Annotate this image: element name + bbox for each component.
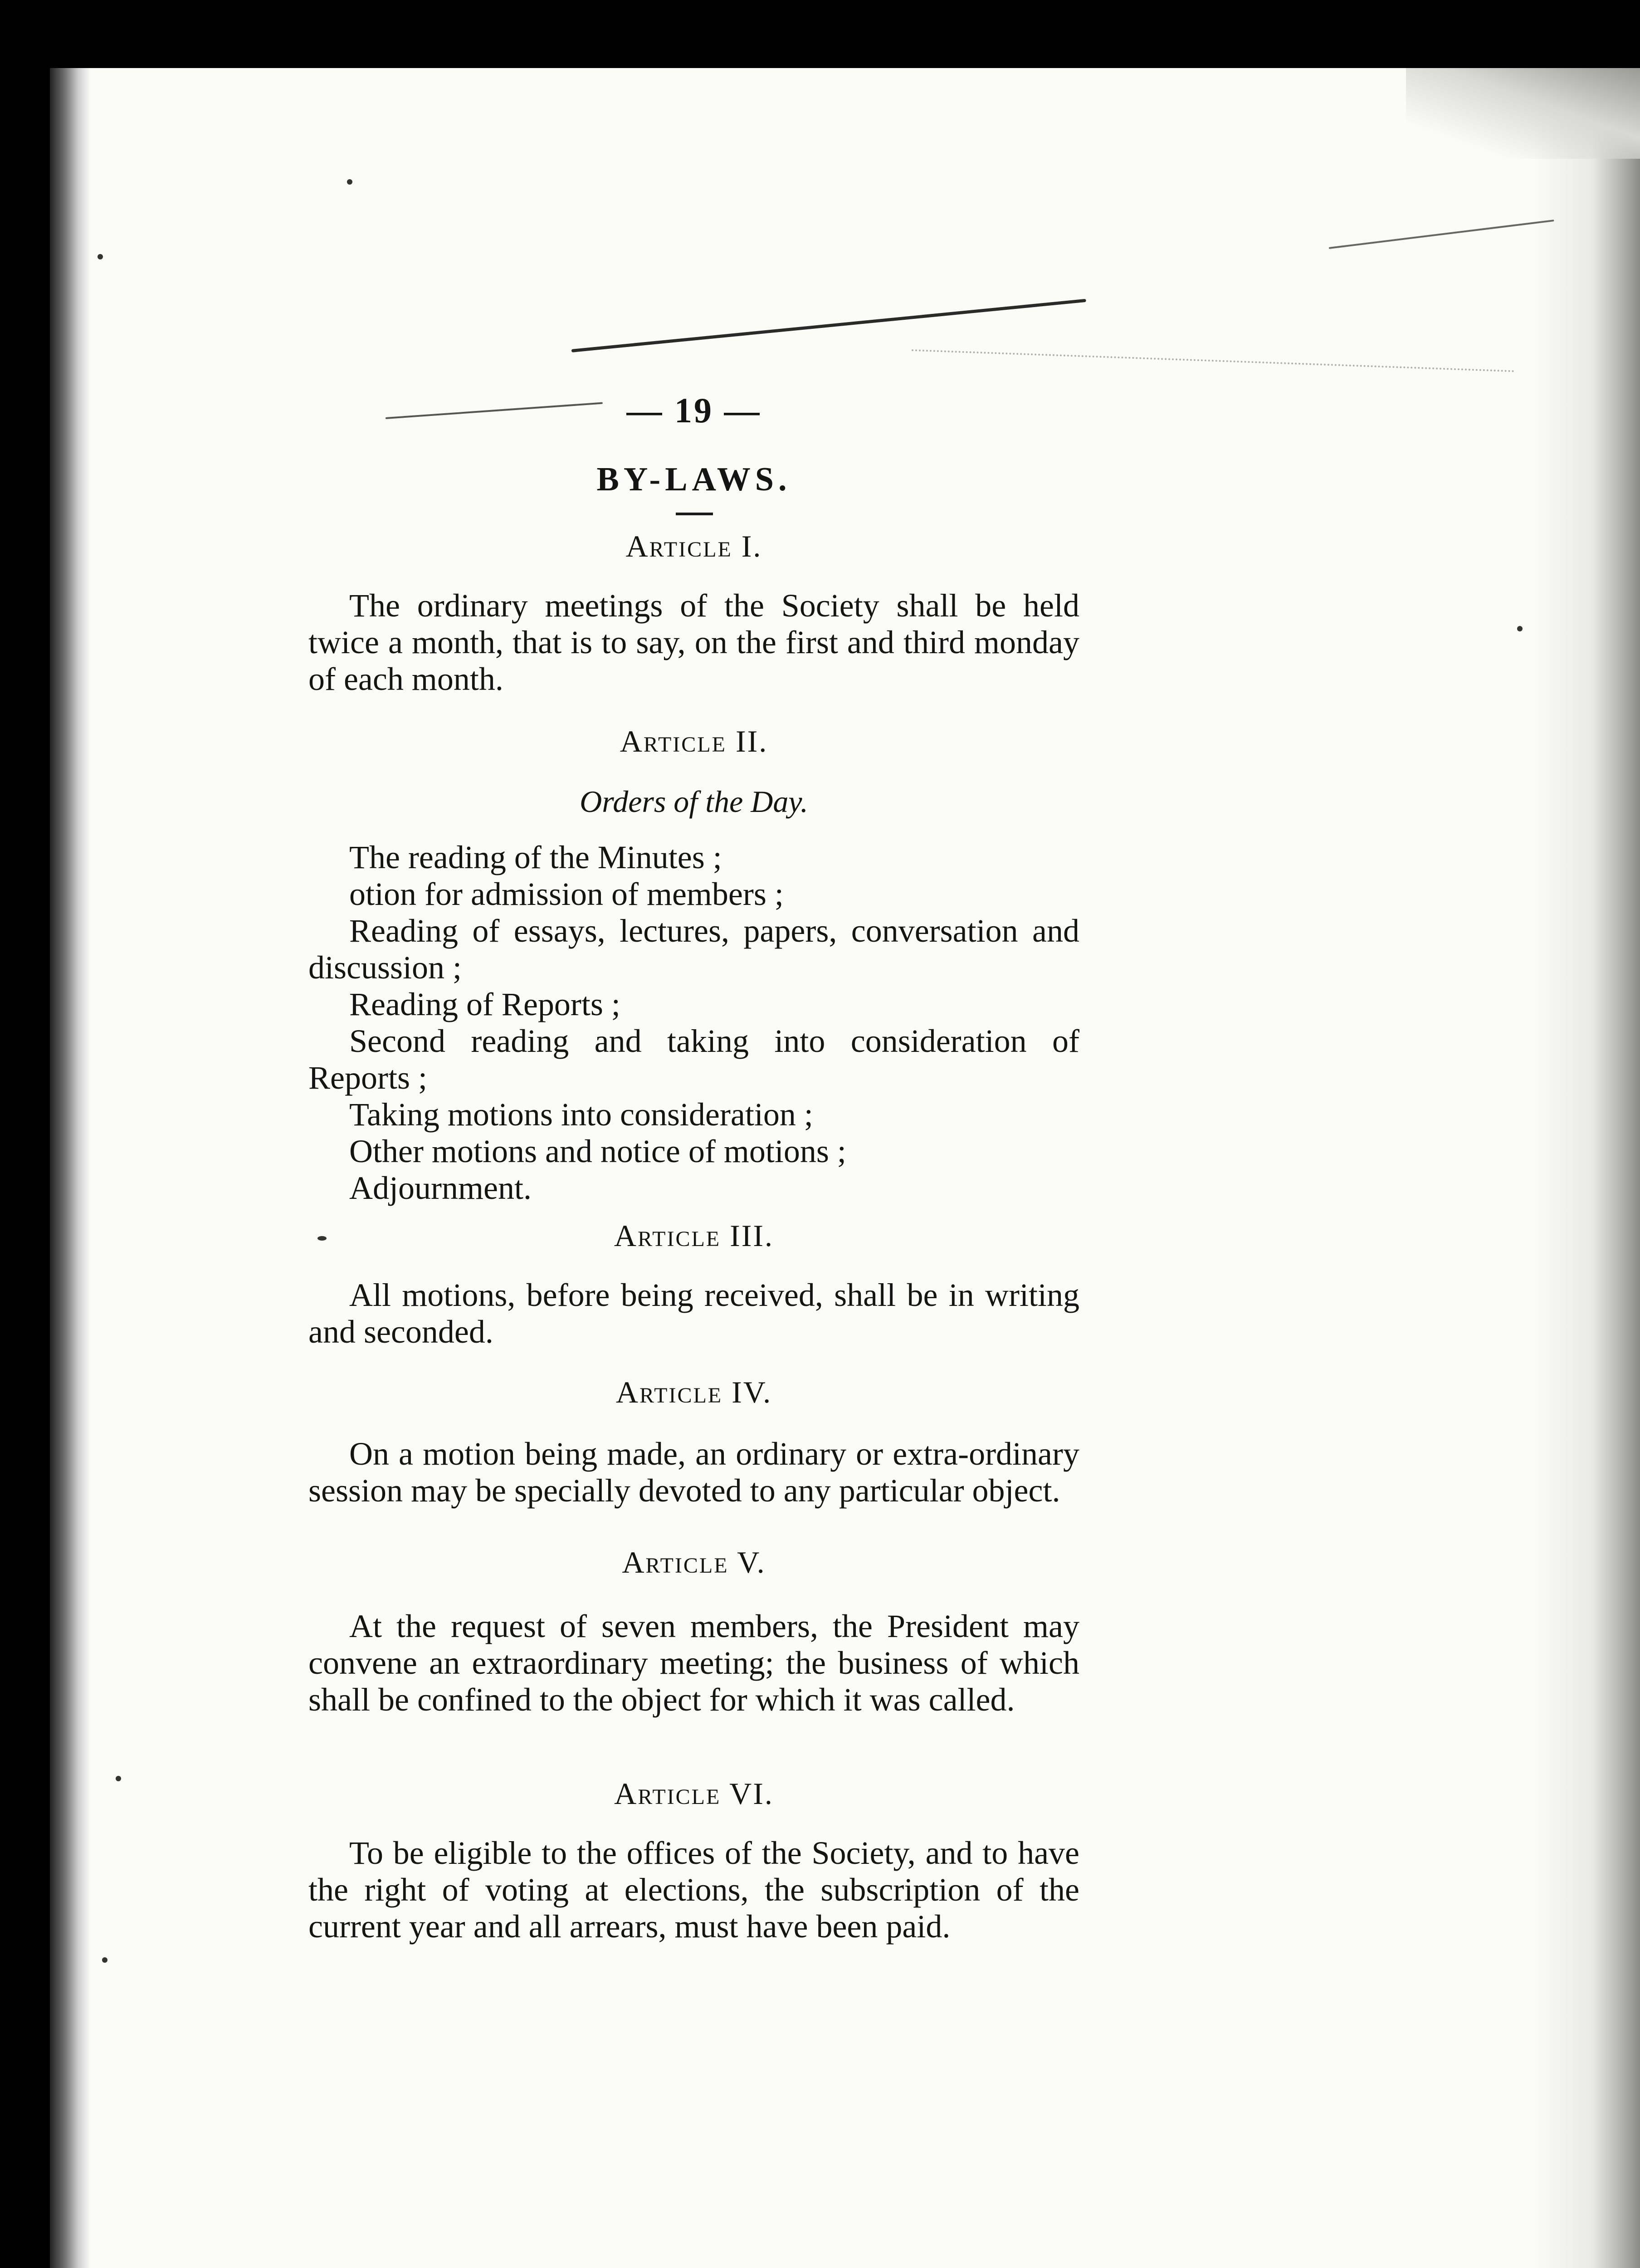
page-title: BY-LAWS. (596, 461, 791, 498)
scan-speck (98, 254, 103, 259)
list-item: otion for admission of members ; (349, 876, 784, 912)
list-item: Taking motions into consideration ; (349, 1096, 813, 1133)
scan-border-top (0, 0, 1640, 68)
list-item: Other motions and notice of motions ; (349, 1133, 846, 1169)
orders-of-the-day-list (308, 839, 1079, 1207)
article-heading: Article II. (620, 724, 768, 758)
list-item: Second reading and taking into consideration of Reports ; (308, 1023, 1079, 1096)
page-left-edge-shadow (50, 68, 91, 2268)
list-item: The reading of the Minutes ; (349, 839, 722, 875)
page-right-edge-shadow (1533, 68, 1640, 2268)
article-body (308, 1608, 1079, 1718)
list-item: Reading of Reports ; (349, 986, 620, 1022)
article-body (308, 1277, 1079, 1350)
article-text: On a motion being made, an ordinary or extra-ordinary session may be specially devoted to any particular object. (308, 1436, 1079, 1509)
page-corner-smudge (1406, 68, 1640, 159)
scan-speck (1517, 626, 1523, 631)
article-subheading: Orders of the Day. (580, 784, 808, 819)
article-heading: Article III. (614, 1218, 774, 1253)
scan-speck (116, 1776, 121, 1781)
list-item: Adjournment. (349, 1170, 532, 1206)
article-heading: Article V. (622, 1545, 766, 1579)
article-heading: Article VI. (614, 1776, 774, 1811)
title-divider (676, 513, 713, 515)
scan-speck (102, 1957, 107, 1963)
article-body (308, 1835, 1079, 1945)
list-item: Reading of essays, lectures, papers, conversation and discussion ; (308, 913, 1079, 986)
scan-speck (347, 179, 352, 185)
scan-border-left (0, 0, 50, 2268)
article-text: The ordinary meetings of the Society shall be held twice a month, that is to say, on the first and third monday of each month. (308, 587, 1079, 697)
article-text: At the request of seven members, the President may convene an extraordinary meeting; the business of which shall be confined to the object for which it was called. (308, 1608, 1079, 1718)
article-text: To be eligible to the offices of the Society, and to have the right of voting at elections, the subscription of the current year and all arrears, must have been paid. (308, 1835, 1079, 1945)
article-heading: Article I. (625, 529, 762, 563)
article-body (308, 587, 1079, 698)
article-heading: Article IV. (615, 1375, 772, 1409)
article-body (308, 1436, 1079, 1509)
page-number: — 19 — (626, 391, 761, 430)
article-text: All motions, before being received, shall be in writing and seconded. (308, 1277, 1079, 1350)
